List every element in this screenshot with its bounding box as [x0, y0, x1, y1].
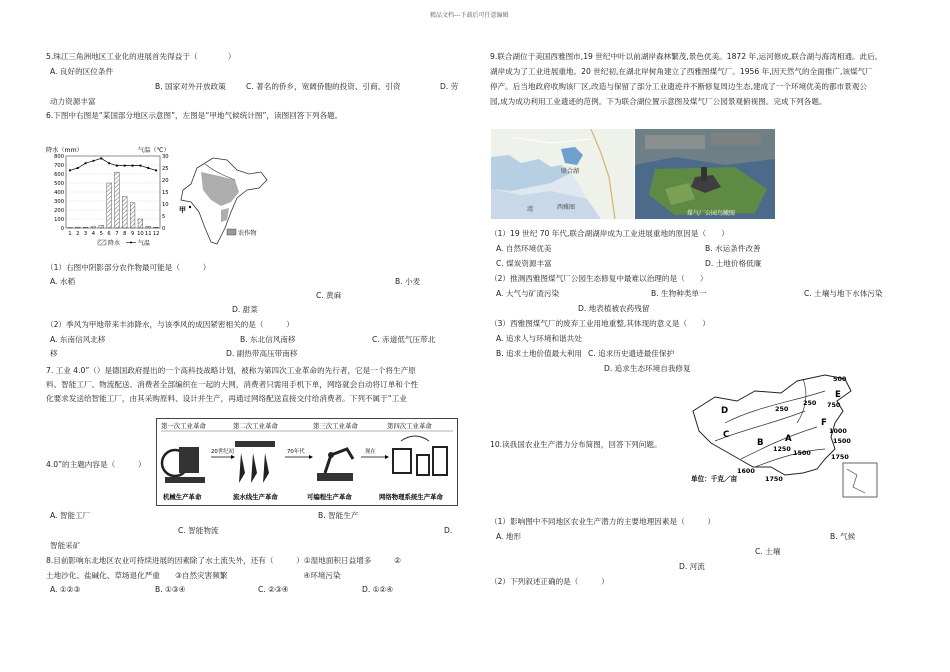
- q10-sub1-d[interactable]: D. 河流: [679, 562, 705, 571]
- q6-sub1-c[interactable]: C. 黄麻: [316, 291, 342, 300]
- legend-temp: 气温: [138, 240, 151, 247]
- precip-bar: [75, 227, 80, 228]
- temp-point: [124, 165, 126, 167]
- y-left-tick: 200: [54, 208, 64, 214]
- q9-sub3-a[interactable]: A. 追求人与环境和谐共处: [496, 334, 582, 343]
- x-tick: 1: [68, 231, 72, 237]
- x-tick: 10: [137, 231, 144, 237]
- q10-sub2: （2）下列叙述正确的是（ ）: [490, 577, 609, 586]
- q6-stem: 6.下图中右图是“某国部分地区示意图”，左图是“甲地气候统计图”，读图回答下列各题。: [46, 111, 343, 120]
- q9-line4: 园,成为成功利用工业遗迹的范例。下为联合湖位置示意图及煤气厂公园景观俯视图。完成下列各题。: [490, 97, 827, 106]
- map-unit: 单位：千克／亩: [691, 475, 738, 483]
- q9-sub1: （1）19 世纪 70 年代,联合湖湖岸成为工业进展重地的原因是（ ）: [490, 229, 729, 238]
- q9-line2: 湖岸成为了工业进展重地。20 世纪初,在湖北岸树角建立了西雅图煤气厂。1956 年,因天然气的全面推广,该煤气厂: [490, 67, 873, 76]
- arrow-label-1: 20世纪初: [211, 449, 235, 455]
- lake-label: 联合湖: [561, 168, 580, 175]
- y-left-tick: 300: [54, 199, 64, 205]
- q9-sub3-b[interactable]: B. 追求土地价值最大利用: [496, 349, 582, 358]
- precip-bar: [83, 227, 88, 228]
- q5-option-d[interactable]: D. 劳: [440, 82, 459, 91]
- y-right-tick: 15: [162, 190, 169, 196]
- iso-250b: 250: [775, 405, 789, 413]
- temp-point: [108, 162, 110, 164]
- q6-sub2-a[interactable]: A. 东南信风北移: [50, 335, 106, 344]
- climate-chart: [44, 144, 184, 247]
- temp-line: [70, 158, 156, 170]
- temp-point: [69, 169, 71, 171]
- rev-caption-4: 网络物理系统生产革命: [379, 493, 443, 501]
- q9-line1: 9.联合湖位于美国西雅图市,19 世纪中叶以前湖岸森林繁茂,景色优美。1872 年,运河修成,联合湖与海湾相通。此后,: [490, 52, 878, 61]
- q6-sub2-b[interactable]: B. 东北信风南移: [240, 335, 296, 344]
- x-tick: 12: [152, 231, 160, 237]
- x-tick: 8: [123, 231, 127, 237]
- south-sea-inset: [843, 463, 877, 497]
- x-tick: 4: [91, 231, 96, 237]
- region-d: D: [721, 406, 729, 416]
- precip-bar: [107, 183, 112, 228]
- iso-250a: 250: [803, 399, 817, 407]
- x-tick: 6: [107, 231, 111, 237]
- q5-option-b[interactable]: B. 国家对外开放政策: [155, 82, 226, 91]
- q7-option-c[interactable]: C. 智能物流: [178, 526, 219, 535]
- q9-sub1-d[interactable]: D. 土地价格低廉: [705, 259, 762, 268]
- precip-bar: [130, 203, 135, 228]
- q9-sub3-c[interactable]: C. 追求历史遗迹最佳保护: [588, 349, 675, 358]
- q7-option-b[interactable]: B. 智能生产: [318, 511, 359, 520]
- q8-stem: 8.目前影响东北地区农业可持续进展的因素除了水土流失外，还有（ ）①湿地面积日益增多 ②: [46, 556, 401, 565]
- q6-sub2: （2）季风为甲地带来丰沛降水，与该季风的成因紧密相关的是（ ）: [46, 320, 294, 329]
- q6-sub2-d[interactable]: D. 副热带高压带南移: [226, 349, 298, 358]
- precip-bar: [91, 227, 96, 228]
- q10-sub1-b[interactable]: B. 气候: [830, 532, 856, 541]
- region-f: F: [821, 418, 827, 428]
- q6-sub1: （1）右图中阴影部分农作物最可能是（ ）: [46, 263, 211, 272]
- iso-1500b: 1500: [793, 449, 811, 457]
- y-left-tick: 100: [54, 217, 64, 223]
- q5-stem: 5.珠江三角洲地区工业化的进展首先得益于（ ）: [46, 52, 236, 61]
- q8-option-d[interactable]: D. ①②④: [362, 585, 394, 594]
- arrow-label-2: 70年代: [287, 449, 305, 455]
- iso-1750a: 1750: [831, 453, 849, 461]
- page-header: 精品文档---下载后可任意编辑: [430, 12, 509, 19]
- q6-sub2-c[interactable]: C. 赤道低气压带北: [372, 335, 436, 344]
- q10-sub1: （1）影响图中不同地区农业生产潜力的主要地理因素是（ ）: [490, 517, 716, 526]
- gasworks-park-photo: [635, 129, 775, 219]
- precip-axis-label: 降水（mm）: [46, 147, 83, 154]
- q9-sub2-d[interactable]: D. 地表植被农药残留: [578, 304, 650, 313]
- rev-title-2: 第二次工业革命: [233, 422, 278, 430]
- iso-1600: 1600: [737, 467, 755, 475]
- temp-point: [147, 167, 149, 169]
- temp-point: [139, 165, 141, 167]
- q5-option-c[interactable]: C. 著名的侨乡，宽阔侨胞的投资、引商、引资: [246, 82, 401, 91]
- q7-line1: 7. 工业 4.0”（）是德国政府提出的一个高科技战略计划，被称为第四次工业革命的先行者，它是一个将生产原: [46, 366, 416, 375]
- q9-sub2-a[interactable]: A. 大气与矿渣污染: [496, 289, 560, 298]
- y-right-tick: 0: [162, 226, 166, 232]
- region-e: E: [835, 390, 841, 400]
- x-tick: 7: [115, 231, 119, 237]
- q7-line3: 化要求发送给智能工厂，由其采购原料、设计并生产，再通过网络配送直接交付给消费者。下列不属于“工业: [46, 394, 407, 403]
- rev-title-1: 第一次工业革命: [161, 422, 206, 430]
- q10-sub1-a[interactable]: A. 地形: [496, 532, 522, 541]
- legend-precip-swatch: [98, 240, 106, 245]
- x-tick: 3: [83, 231, 88, 237]
- q8-option-b[interactable]: B. ①③④: [155, 585, 186, 594]
- assembly-line-icon: [235, 441, 275, 483]
- lake-location-map: [491, 129, 634, 219]
- precip-bar: [99, 225, 104, 228]
- x-tick: 5: [99, 231, 103, 237]
- bay-label: 湾: [527, 206, 534, 213]
- y-left-tick: 500: [54, 181, 64, 187]
- q7-option-a[interactable]: A. 智能工厂: [50, 511, 91, 520]
- q9-sub1-a[interactable]: A. 自然环境优美: [496, 244, 552, 253]
- q8-option-c[interactable]: C. ②③④: [258, 585, 289, 594]
- temp-axis-label: 气温（℃）: [138, 147, 170, 154]
- rev-caption-2: 流水线生产革命: [233, 493, 278, 501]
- rev-caption-1: 机械生产革命: [163, 493, 202, 501]
- precip-bar: [138, 219, 143, 228]
- iso-1750b: 1750: [765, 475, 783, 483]
- precip-bar: [146, 226, 151, 228]
- q7-option-d[interactable]: D.: [444, 526, 453, 535]
- industrial-revolution-figure: [156, 418, 458, 506]
- precip-bar: [154, 227, 159, 228]
- y-right-tick: 5: [162, 214, 166, 220]
- q7-line4: 4.0”的主题内容是（ ）: [46, 460, 146, 469]
- china-potential-map: [685, 371, 885, 499]
- temp-point: [155, 169, 157, 171]
- q7-option-d-cont: 智能采矿: [50, 541, 81, 550]
- q10-sub1-c[interactable]: C. 土壤: [755, 547, 781, 556]
- q6-sub1-a[interactable]: A. 水稻: [50, 277, 76, 286]
- temp-point: [116, 165, 118, 167]
- y-right-tick: 10: [162, 202, 169, 208]
- x-tick: 9: [130, 231, 135, 237]
- precip-bar: [115, 172, 120, 228]
- rev-title-3: 第三次工业革命: [313, 422, 358, 430]
- q5-option-d-cont: 动力资源丰富: [50, 97, 96, 106]
- q8-line2: 土地沙化、盐碱化、草场退化严重 ③自然灾害频繁 ④环境污染: [46, 571, 341, 580]
- temp-point: [77, 167, 79, 169]
- y-left-tick: 800: [54, 154, 64, 160]
- y-left-tick: 600: [54, 172, 64, 178]
- temp-point: [131, 165, 133, 167]
- q9-sub3-d[interactable]: D. 追求生态环境自我修复: [604, 364, 691, 373]
- region-b: B: [757, 438, 764, 448]
- iso-1000: 1000: [829, 427, 847, 435]
- robot-arm-icon: [317, 449, 353, 481]
- q5-option-a[interactable]: A. 良好的区位条件: [50, 67, 114, 76]
- q10-stem: 10.读我国农业生产潜力分布简图，回答下列问题。: [490, 440, 662, 449]
- iso-750: 750: [827, 401, 841, 409]
- q7-line2: 料、智能工厂、物流配送、消费者全部编织在一起的大网，消费者只需用手机下单，网络就会自动将订单和个性: [46, 380, 419, 389]
- q6-sub2-c-cont: 移: [50, 349, 58, 358]
- q9-sub2-b[interactable]: B. 生物种类单一: [651, 289, 707, 298]
- x-tick: 11: [144, 231, 152, 237]
- region-c: C: [723, 430, 730, 440]
- map-legend-swatch: [227, 229, 236, 235]
- q8-option-a[interactable]: A. ①②③: [50, 585, 81, 594]
- y-right-tick: 20: [162, 178, 169, 184]
- network-devices-icon: [393, 436, 447, 475]
- y-left-tick: 400: [54, 190, 64, 196]
- q6-sub1-d[interactable]: D. 甜菜: [232, 305, 258, 314]
- temp-point: [92, 160, 94, 162]
- q9-sub3: （3）西雅图煤气厂的废弃工业用地重整,其体现的意义是（ ）: [490, 319, 710, 328]
- x-tick: 2: [76, 231, 80, 237]
- q9-sub1-c[interactable]: C. 煤炭资源丰富: [496, 259, 552, 268]
- photo-caption: 煤气厂公园鸟瞰图: [687, 210, 736, 217]
- city-label: 西雅图: [557, 204, 576, 211]
- country-map: [175, 150, 275, 255]
- iso-500: 500: [833, 375, 847, 383]
- q9-sub1-b[interactable]: B. 水运条件改善: [705, 244, 761, 253]
- q9-sub2: （2）推测西雅图煤气厂公园生态修复中最难以治理的是（ ）: [490, 274, 708, 283]
- y-right-tick: 25: [162, 166, 169, 172]
- temp-point: [84, 162, 86, 164]
- y-right-tick: 30: [162, 154, 169, 160]
- steam-engine-icon: [162, 447, 205, 483]
- arrow-label-3: 现在: [365, 449, 376, 455]
- temp-point: [100, 157, 102, 159]
- q9-line3: 停产。后当地政府收购该厂区,改造与保留了部分工业遗迹并不断修复周边生态,建成了一个环境优美的都市景观公: [490, 82, 867, 91]
- q6-sub1-b[interactable]: B. 小麦: [395, 277, 421, 286]
- rev-caption-3: 可编程生产革命: [307, 493, 352, 501]
- y-left-tick: 0: [60, 226, 64, 232]
- q9-sub2-c[interactable]: C. 土壤与地下水体污染: [804, 289, 883, 298]
- y-left-tick: 700: [54, 163, 64, 169]
- iso-1500a: 1500: [833, 437, 851, 445]
- map-legend-label: 农作物: [238, 230, 257, 237]
- precip-bar: [122, 197, 127, 229]
- legend-precip: 降水: [108, 240, 121, 247]
- iso-1250: 1250: [773, 445, 791, 453]
- map-marker-jia: 甲: [179, 206, 186, 214]
- rev-title-4: 第四次工业革命: [387, 422, 432, 430]
- region-a: A: [785, 434, 792, 444]
